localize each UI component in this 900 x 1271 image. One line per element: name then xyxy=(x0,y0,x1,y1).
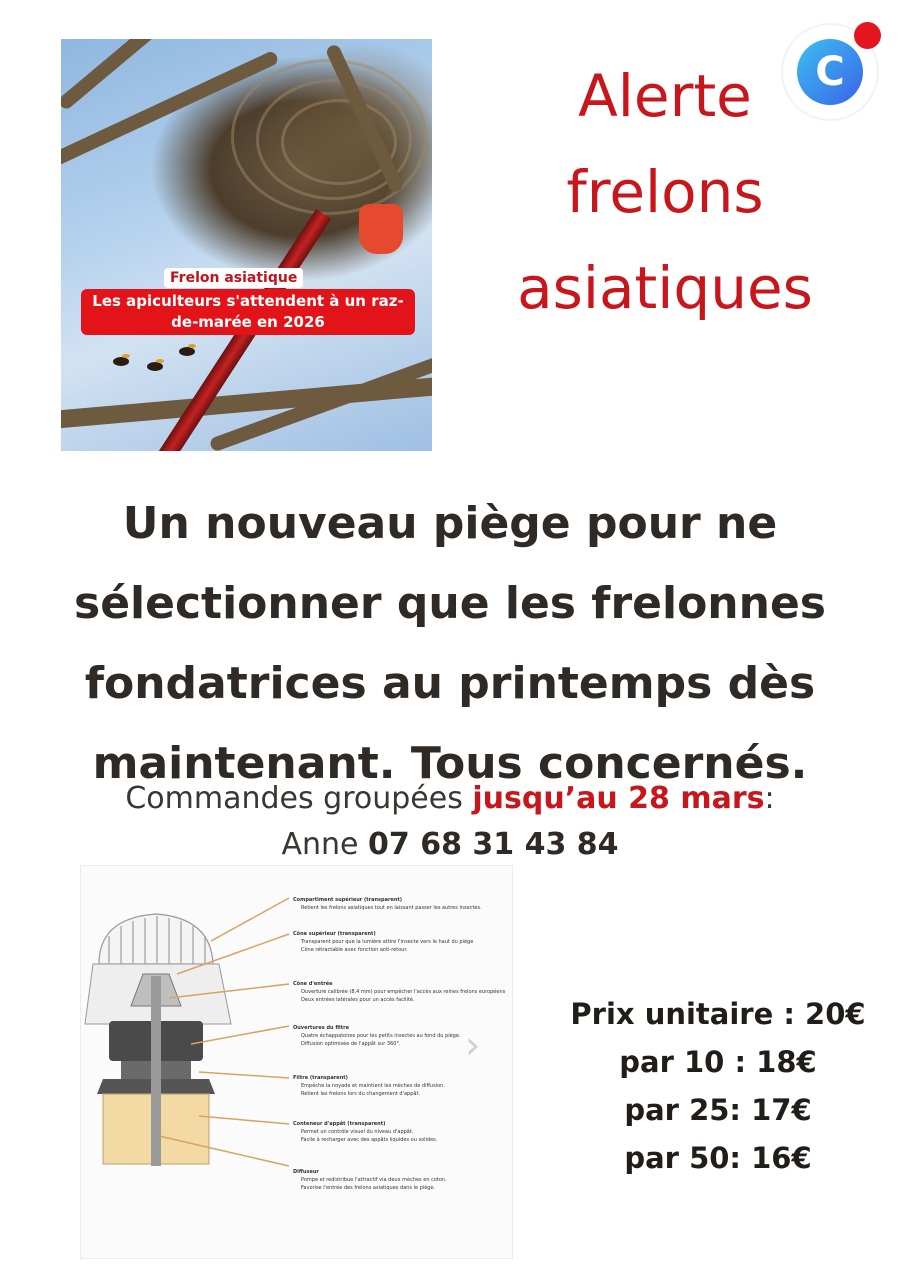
spec-heading: Cône supérieur (transparent) xyxy=(293,931,376,937)
headline-line: Un nouveau piège pour ne xyxy=(122,498,778,549)
headline-line: sélectionner que les frelonnes xyxy=(74,578,826,629)
hornet-nest-photo xyxy=(61,39,432,451)
spec-bullet: Favorise l'entrée des frelons asiatiques dans le piège. xyxy=(301,1185,436,1191)
spec-heading: Filtre (transparent) xyxy=(293,1075,348,1081)
spec-bullet: Facile à recharger avec des appâts liquides ou solides. xyxy=(301,1137,438,1143)
price-unit: Prix unitaire : 20€ xyxy=(570,997,866,1031)
spec-bullet: Ouverture calibrée (8,4 mm) pour empêcher l'accès aux reines frelons européens xyxy=(301,989,506,995)
headline-line: maintenant. Tous concernés. xyxy=(92,738,808,789)
price-list xyxy=(548,990,888,1182)
trap-illustration xyxy=(81,866,512,1258)
spec-heading: Ouvertures du filtre xyxy=(293,1025,349,1031)
spec-bullet: Retient les frelons lors du changement d'appât. xyxy=(301,1091,420,1097)
spec-heading: Cône d'entrée xyxy=(293,981,333,987)
photo-tag-large: Les apiculteurs s'attendent à un raz-de-marée en 2026 xyxy=(81,289,415,335)
spec-bullet: Empêche la noyade et maintient les mèches de diffusion. xyxy=(301,1083,445,1089)
spec-section xyxy=(293,1074,508,1098)
price-10: par 10 : 18€ xyxy=(619,1045,817,1079)
orders-prefix: Commandes groupées xyxy=(125,781,473,816)
spec-bullet: Permet un contrôle visuel du niveau d'appât. xyxy=(301,1129,414,1135)
title-line: Alerte xyxy=(578,62,752,130)
contact-phone[interactable]: 07 68 31 43 84 xyxy=(368,827,619,862)
orders-info xyxy=(0,776,900,868)
spec-section xyxy=(293,1120,508,1144)
spec-section xyxy=(293,980,508,1004)
headline xyxy=(0,484,900,804)
orders-line xyxy=(0,776,900,822)
trap-diagram xyxy=(80,865,513,1259)
spec-bullet: Diffusion optimisée de l'appât sur 360°. xyxy=(301,1041,401,1047)
spec-bullet: Transparent pour que la lumière attire l'insecte vers le haut du piège xyxy=(301,939,474,945)
spec-heading: Diffuseur xyxy=(293,1169,319,1175)
photo-tag-small: Frelon asiatique xyxy=(164,268,303,288)
spec-heading: Conteneur d'appât (transparent) xyxy=(293,1121,386,1127)
price-25: par 25: 17€ xyxy=(624,1093,812,1127)
price-50: par 50: 16€ xyxy=(624,1141,812,1175)
notification-dot xyxy=(854,22,881,49)
hornet-icon xyxy=(147,362,163,371)
spec-bullet: Retient les frelons asiatiques tout en laissant passer les autres insectes. xyxy=(301,905,482,911)
spec-bullet: Pompe et redistribue l'attractif via deux mèches en coton. xyxy=(301,1177,447,1183)
spec-bullet: Quatre échappatoires pour les petits insectes au fond du piège. xyxy=(301,1033,461,1039)
headline-line: fondatrices au printemps dès xyxy=(84,658,816,709)
spec-bullet: Deux entrées latérales pour un accès facilité. xyxy=(301,997,415,1003)
spec-section xyxy=(293,896,508,912)
contact-line xyxy=(0,822,900,868)
contact-name: Anne xyxy=(281,827,368,862)
hornet-icon xyxy=(179,347,195,356)
logo-glyph: C xyxy=(797,39,863,105)
hornet-icon xyxy=(113,357,129,366)
spec-section xyxy=(293,1168,508,1192)
chevron-right-icon[interactable]: › xyxy=(465,1023,481,1067)
title-line: asiatiques xyxy=(517,254,813,322)
spray-nozzle xyxy=(359,204,403,254)
title-line: frelons xyxy=(566,158,764,226)
orders-deadline: jusqu’au 28 mars xyxy=(472,781,765,816)
spec-section xyxy=(293,930,508,954)
spec-bullet: Cône rétractable avec fonction anti-retour. xyxy=(301,947,408,953)
orders-suffix: : xyxy=(764,781,775,816)
spec-heading: Compartiment supérieur (transparent) xyxy=(293,897,403,903)
